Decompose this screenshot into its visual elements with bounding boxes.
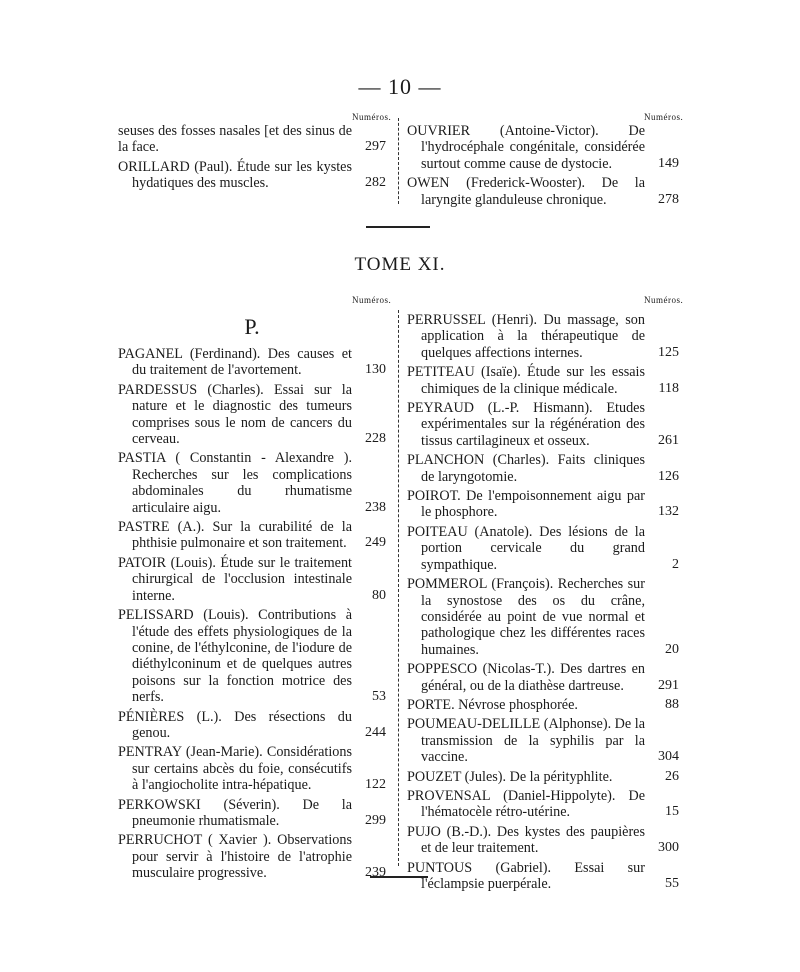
- entry-text: PUJO (B.-D.). Des kystes des paupières et de leur traitement.: [407, 823, 645, 857]
- entry-number: 130: [365, 362, 386, 378]
- section-rule-top: [366, 226, 430, 228]
- column-separator-top: [398, 118, 399, 204]
- entry-text: POUMEAU-DELILLE (Alphonse). De la transmission de la syphilis par la vaccine.: [407, 716, 645, 766]
- entry-number: 304: [658, 749, 679, 765]
- main-right-column: [407, 312, 679, 895]
- index-entry: [407, 364, 679, 397]
- entry-number: 15: [665, 804, 679, 820]
- entry-text: PERRUSSEL (Henri). Du massage, son application à la thérapeutique de quelques affections internes.: [407, 312, 645, 361]
- index-entry: [407, 697, 679, 713]
- entry-number: 249: [365, 535, 386, 551]
- entry-number: 55: [665, 876, 679, 891]
- entry-text: PORTE. Névrose phosphorée.: [407, 696, 578, 713]
- entry-text: POIROT. De l'empoisonnement aigu par le phosphore.: [407, 488, 645, 521]
- index-entry: [118, 832, 386, 881]
- entry-text: OWEN (Frederick-Wooster). De la laryngite glanduleuse chronique.: [407, 175, 645, 208]
- entry-text: PETITEAU (Isaïe). Étude sur les essais chimiques de la clinique médicale.: [407, 364, 645, 397]
- entry-text: PERKOWSKI (Séverin). De la pneumonie rhumatismale.: [118, 796, 352, 829]
- entry-number: 300: [658, 840, 679, 856]
- entry-text: PAGANEL (Ferdinand). Des causes et du traitement de l'avortement.: [118, 346, 352, 379]
- index-entry: [118, 555, 386, 604]
- numbers-column-label-left: Numéros.: [352, 295, 392, 305]
- entry-number: 299: [365, 812, 386, 828]
- entry-number: 26: [665, 768, 679, 784]
- index-entry: [118, 744, 386, 793]
- index-entry: [407, 716, 679, 765]
- entry-text: PASTRE (A.). Sur la curabilité de la phthisie pulmonaire et son traitement.: [118, 519, 352, 552]
- index-entry: [118, 159, 386, 192]
- top-right-column: [407, 123, 679, 211]
- entry-text: PELISSARD (Louis). Contributions à l'étude des effets physiologiques de la conine, de l'éthylconine, de l'iodure de diéthylconinum et de quelques autres poisons sur la fonction motrice des nerfs.: [118, 607, 352, 706]
- entry-number: 228: [365, 431, 386, 447]
- entry-text: PUNTOUS (Gabriel). Essai sur l'éclampsie puerpérale.: [407, 859, 645, 892]
- index-entry: [118, 519, 386, 552]
- entry-number: 80: [372, 587, 386, 603]
- entry-number: 282: [365, 175, 386, 191]
- index-entry: [407, 824, 679, 857]
- entry-number: 297: [365, 139, 386, 155]
- volume-title: TOME XI.: [354, 254, 446, 275]
- main-left-column: [118, 346, 386, 885]
- index-entry: [118, 382, 386, 448]
- index-entry: [407, 452, 679, 485]
- numbers-column-label-top-right: Numéros.: [644, 112, 684, 122]
- index-entry: [407, 769, 679, 785]
- index-entry: [407, 860, 679, 893]
- entry-text: PÉNIÈRES (L.). Des résections du genou.: [118, 708, 352, 741]
- entry-number: 118: [658, 380, 679, 396]
- page-number: — 10 —: [358, 74, 442, 99]
- index-entry: [407, 661, 679, 694]
- index-entry: [118, 346, 386, 379]
- index-entry: [407, 488, 679, 521]
- entry-text: POITEAU (Anatole). Des lésions de la portion cervicale du grand sympathique.: [407, 523, 645, 573]
- entry-number: 20: [665, 641, 679, 657]
- section-letter: P.: [244, 314, 260, 339]
- entry-text: PROVENSAL (Daniel-Hippolyte). De l'hématocèle rétro-utérine.: [407, 787, 645, 821]
- index-entry: [118, 797, 386, 830]
- entry-text: PLANCHON (Charles). Faits cliniques de laryngotomie.: [407, 452, 645, 485]
- entry-text: PEYRAUD (L.-P. Hismann). Etudes expérimentales sur la régénération des tissus cartilagineux et osseux.: [407, 400, 645, 449]
- index-entry: [407, 123, 679, 172]
- index-entry: [407, 576, 679, 658]
- index-entry: [407, 312, 679, 361]
- index-entry: [118, 123, 386, 156]
- entry-text: PASTIA ( Constantin - Alexandre ). Recherches sur les complications abdominales du rhumatisme articulaire aigu.: [118, 450, 352, 516]
- entry-number: 126: [658, 468, 679, 484]
- entry-number: 122: [365, 777, 386, 793]
- entry-text: PATOIR (Louis). Étude sur le traitement chirurgical de l'occlusion intestinale interne.: [118, 554, 352, 604]
- entry-text: POUZET (Jules). De la pérityphlite.: [407, 768, 613, 785]
- entry-number: 278: [658, 191, 679, 207]
- column-separator-main: [398, 310, 399, 866]
- index-entry: [118, 607, 386, 705]
- entry-number: 244: [365, 724, 386, 740]
- entry-text: POPPESCO (Nicolas-T.). Des dartres en général, ou de la diathèse dartreuse.: [407, 661, 645, 694]
- index-entry: [118, 450, 386, 516]
- entry-number: 291: [658, 677, 679, 693]
- index-entry: [407, 175, 679, 208]
- index-entry: [407, 524, 679, 573]
- entry-number: 238: [365, 499, 386, 515]
- index-entry: [118, 709, 386, 742]
- entry-text: PENTRAY (Jean-Marie). Considérations sur certains abcès du foie, consécutifs à l'angiocholite intra-hépatique.: [118, 744, 352, 794]
- entry-number: 2: [672, 556, 679, 572]
- top-left-column: [118, 123, 386, 195]
- entry-number: 132: [658, 504, 679, 520]
- entry-text: PERRUCHOT ( Xavier ). Observations pour servir à l'histoire de l'atrophie musculaire progressive.: [118, 832, 352, 882]
- entry-number: 53: [372, 689, 386, 705]
- section-rule-bottom: [370, 876, 428, 878]
- numbers-column-label-right: Numéros.: [644, 295, 684, 305]
- entry-number: 261: [658, 432, 679, 448]
- entry-text: PARDESSUS (Charles). Essai sur la nature et le diagnostic des tumeurs comprises sous le nom de cancers du cerveau.: [118, 381, 352, 448]
- entry-number: 149: [658, 155, 679, 171]
- entry-number: 125: [658, 344, 679, 360]
- entry-text: ORILLARD (Paul). Étude sur les kystes hydatiques des muscles.: [118, 158, 352, 192]
- index-entry: [407, 788, 679, 821]
- entry-text: seuses des fosses nasales [et des sinus de la face.: [118, 123, 352, 156]
- entry-text: OUVRIER (Antoine-Victor). De l'hydrocéphale congénitale, considérée surtout comme cause de dystocie.: [407, 123, 645, 172]
- numbers-column-label-top-left: Numéros.: [352, 112, 392, 122]
- index-entry: [407, 400, 679, 449]
- entry-number: 239: [365, 865, 386, 881]
- entry-text: POMMEROL (François). Recherches sur la synostose des os du crâne, considérée au point de vue normal et pathologique chez les différentes races humaines.: [407, 576, 645, 658]
- entry-number: 88: [665, 696, 679, 712]
